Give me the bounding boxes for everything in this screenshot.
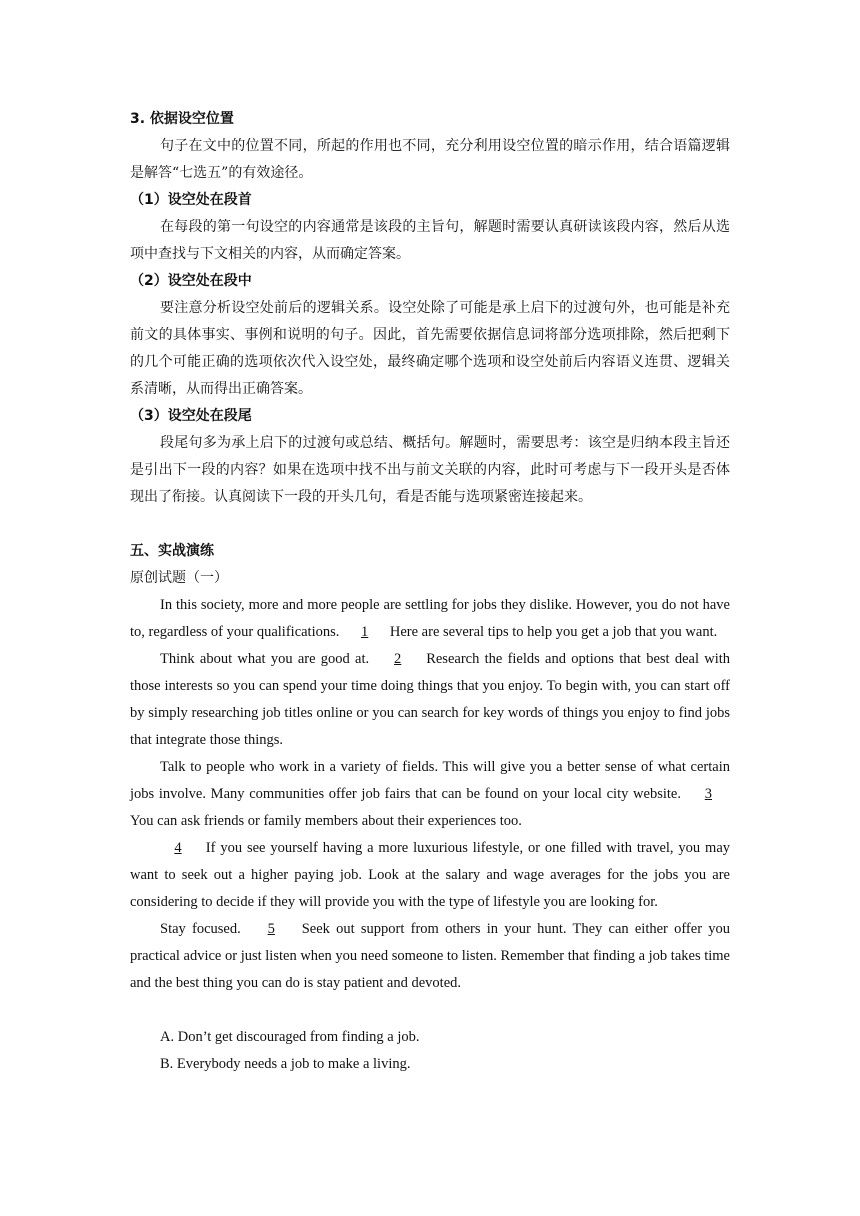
paragraph-4-text-b: If you see yourself having a more luxurious lifestyle, or one filled with travel, you may want to seek out a higher paying job. Look at the salary and wage averages for the jobs you are considering to decide if they will provide you with the type of lifestyle you are looking for. [130, 840, 731, 910]
section-5-subtitle: 原创试题（一） [130, 570, 228, 586]
paragraph-2-text-a: Think about what you are good at. [160, 651, 370, 667]
paragraph-2-text-b: Research the fields and options that best deal with those interests so you can spend your time doing things that you enjoy. To begin with, you can start off by simply researching job titles online or you can search for key words of things you enjoy to find jobs that integrate those things. [130, 651, 731, 748]
blank-4: 4 [174, 840, 182, 856]
paragraph-5-text-a: Stay focused. [160, 921, 241, 937]
sub-heading-3: （3）设空处在段尾 [130, 408, 252, 424]
option-a: A. Don’t get discouraged from finding a job. [160, 1029, 420, 1045]
sub-heading-2: （2）设空处在段中 [130, 273, 252, 289]
option-b: B. Everybody needs a job to make a living. [160, 1056, 411, 1072]
section-3-intro: 句子在文中的位置不同，所起的作用也不同，充分利用设空位置的暗示作用，结合语篇逻辑是解答“七选五”的有效途径。 [130, 138, 730, 181]
sub-text-2: 要注意分析设空处前后的逻辑关系。设空处除了可能是承上启下的过渡句外，也可能是补充前文的具体事实、事例和说明的句子。因此，首先需要依据信息词将部分选项排除，然后把剩下的几个可能正确的选项依次代入设空处，最终确定哪个选项和设空处前后内容语义连贯、逻辑关系清晰，从而得出正确答案。 [130, 300, 730, 397]
paragraph-3-text-a: Talk to people who work in a variety of fields. This will give you a better sense of what certain jobs involve. Many communities offer job fairs that can be found on your local city website. [130, 759, 730, 802]
passage-paragraph-1 [130, 592, 730, 646]
passage-paragraph-4 [130, 835, 730, 916]
blank-3: 3 [704, 786, 713, 802]
blank-1: 1 [361, 624, 369, 640]
section-5-heading: 五、实战演练 [130, 543, 214, 559]
blank-2: 2 [394, 651, 402, 667]
document-page [130, 106, 730, 1078]
spacer [130, 511, 730, 538]
sub-text-3: 段尾句多为承上启下的过渡句或总结、概括句。解题时，需要思考：该空是归纳本段主旨还是引出下一段的内容？如果在选项中找不出与前文关联的内容，此时可考虑与下一段开头是否体现出了衔接。认真阅读下一段的开头几句，看是否能与选项紧密连接起来。 [130, 435, 730, 505]
blank-5: 5 [267, 921, 275, 937]
paragraph-3-text-b: You can ask friends or family members about their experiences too. [130, 813, 522, 829]
passage-paragraph-3 [130, 754, 730, 835]
paragraph-5-text-b: Seek out support from others in your hunt. They can either offer you practical advice or just listen when you need someone to listen. Remember that finding a job takes time and the best thing you can do is stay patient and devoted. [130, 921, 731, 991]
sub-heading-1: （1）设空处在段首 [130, 192, 252, 208]
paragraph-1-text-b: Here are several tips to help you get a job that you want. [389, 624, 718, 640]
passage-paragraph-2 [130, 646, 730, 754]
spacer [130, 997, 730, 1024]
passage-paragraph-5 [130, 916, 730, 997]
sub-text-1: 在每段的第一句设空的内容通常是该段的主旨句，解题时需要认真研读该段内容，然后从选项中查找与下文相关的内容，从而确定答案。 [130, 219, 730, 262]
paragraph-1-text-a: In this society, more and more people are settling for jobs they dislike. However, you do not have to, regardless of your qualifications. [130, 597, 730, 640]
section-3-heading: 3. 依据设空位置 [130, 111, 234, 127]
